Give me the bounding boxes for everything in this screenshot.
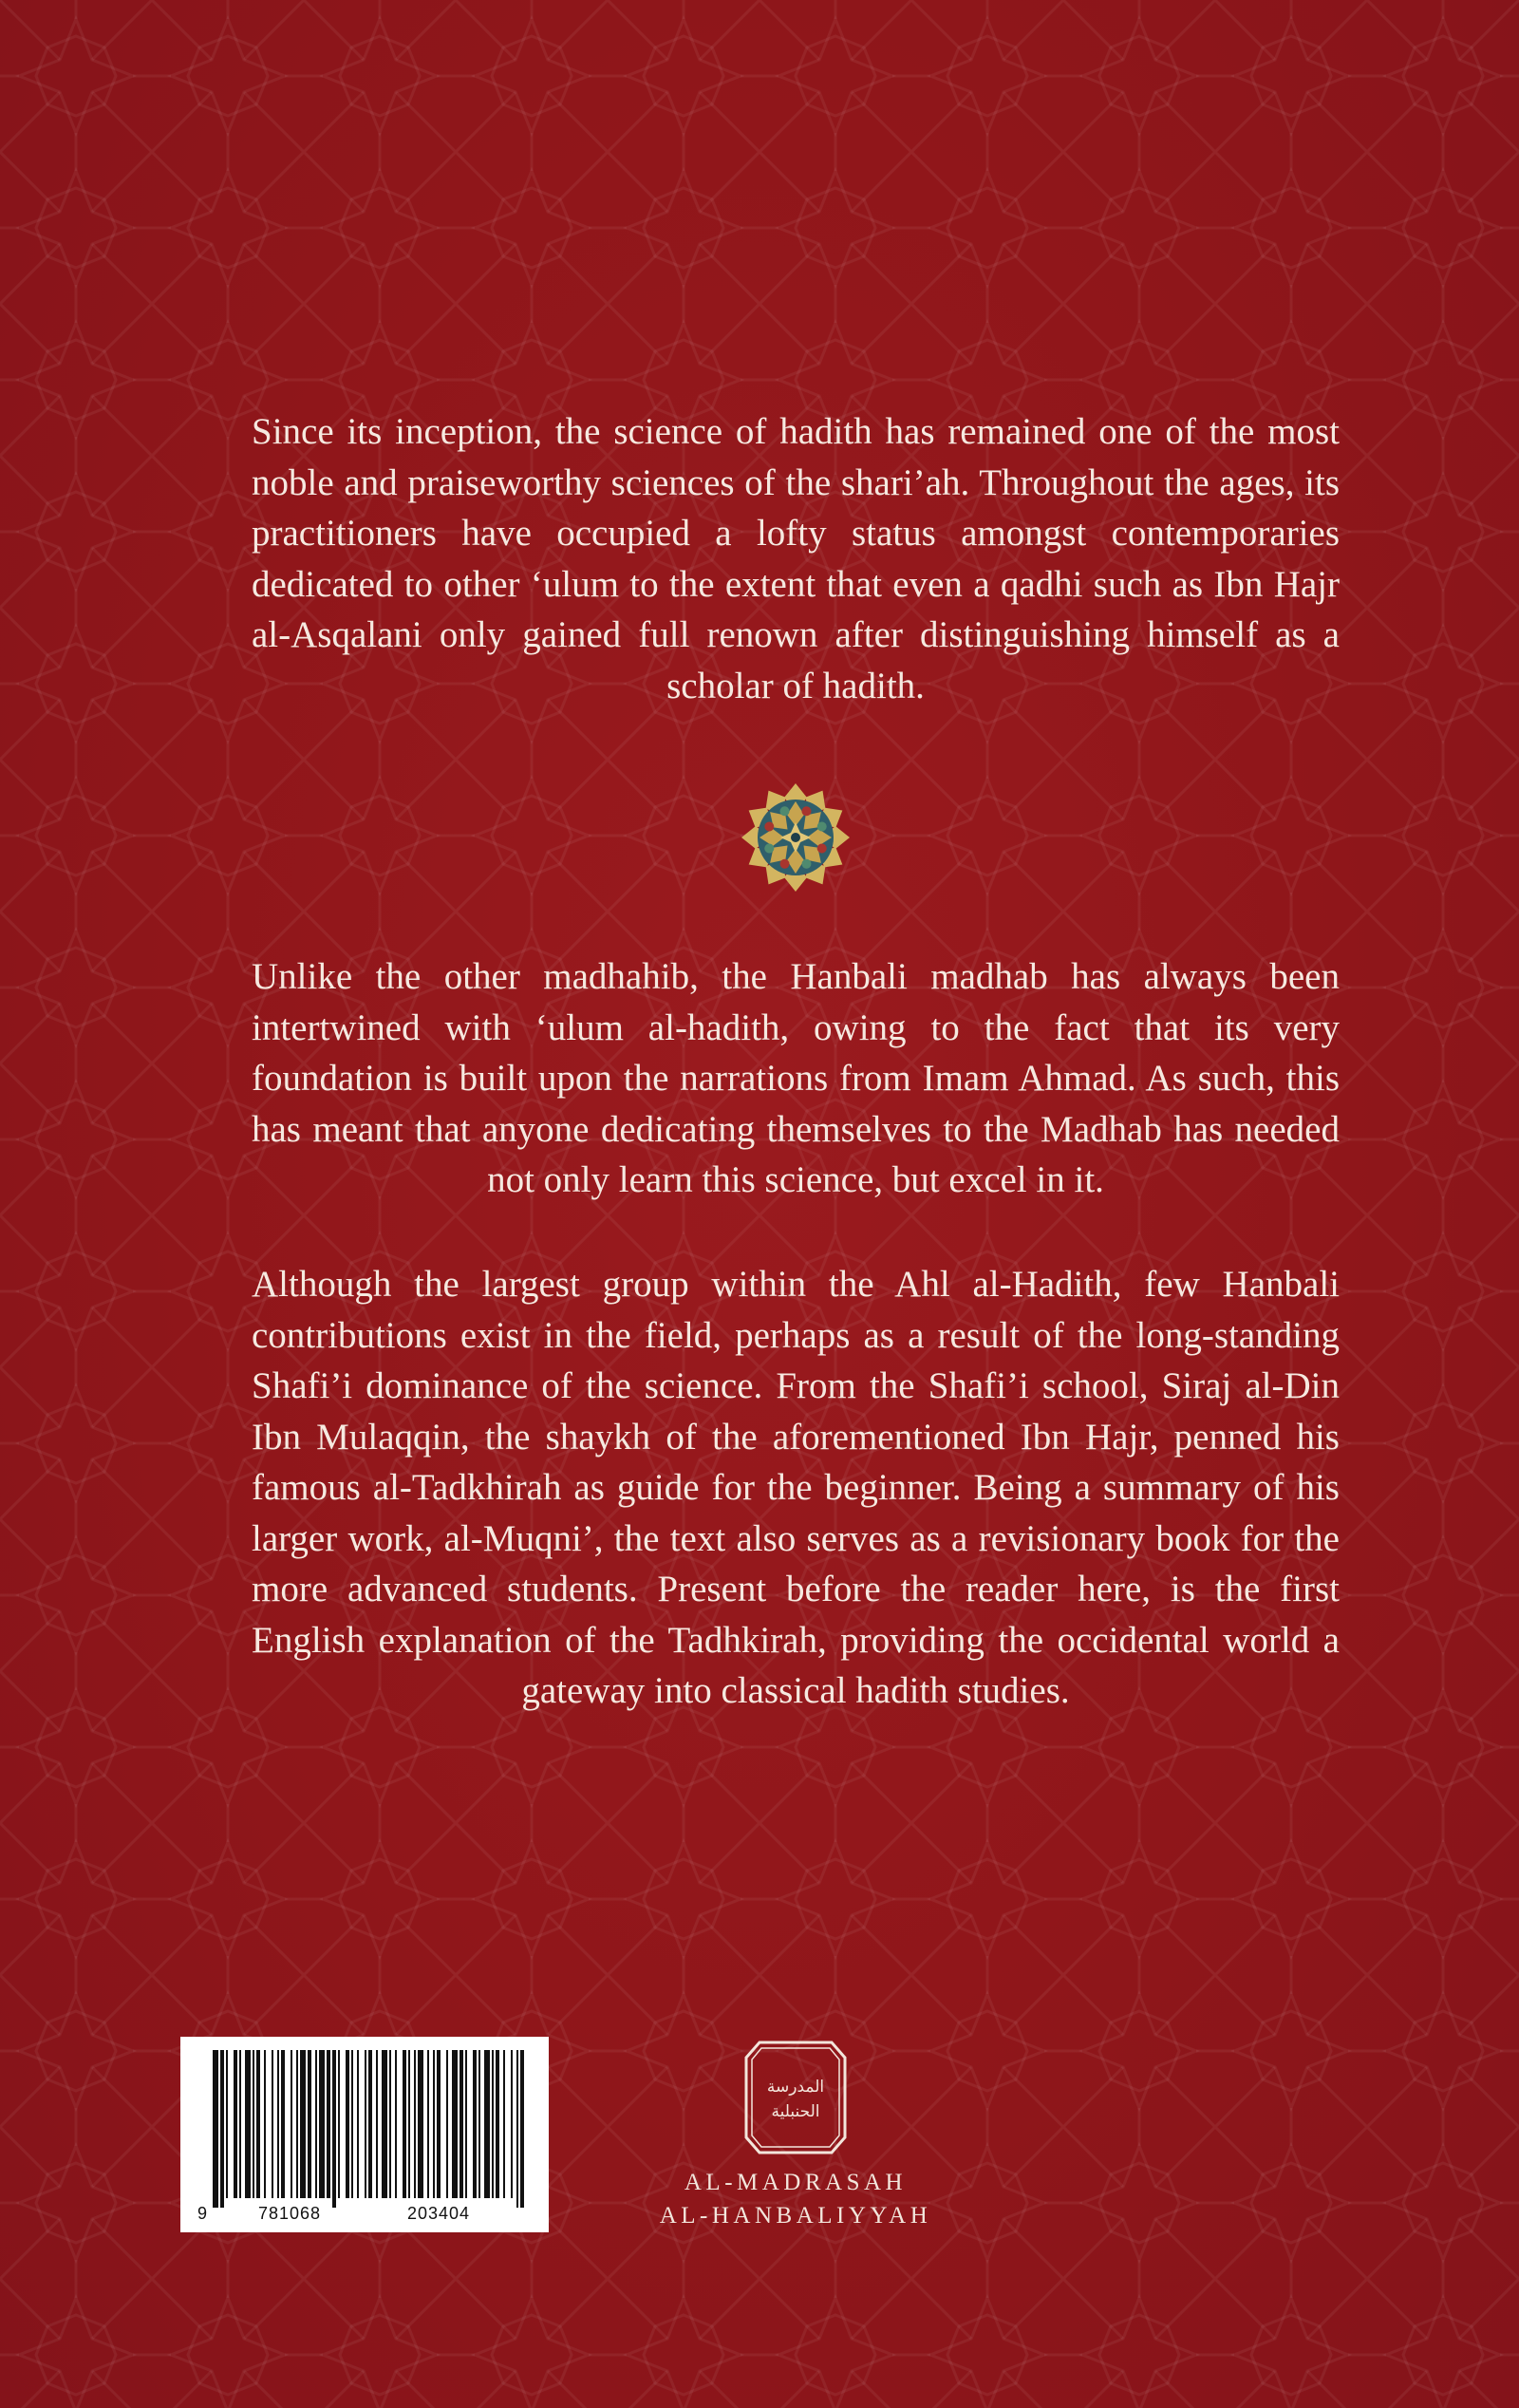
barcode-bar (338, 2050, 340, 2198)
barcode-bar (478, 2050, 480, 2198)
barcode-bar (296, 2050, 298, 2198)
barcode-bar (300, 2050, 306, 2198)
barcode-bar (516, 2050, 518, 2208)
barcode-bar (427, 2050, 429, 2198)
svg-text:الحنبلية: الحنبلية (771, 2102, 820, 2121)
barcode-bar (226, 2050, 228, 2198)
barcode-bar (213, 2050, 218, 2208)
barcode-bar (220, 2050, 224, 2208)
barcode-bar (496, 2050, 499, 2198)
barcode-bar (308, 2050, 311, 2198)
barcode-bar (256, 2050, 260, 2198)
arabic-calligraphy-logo-icon (741, 2037, 851, 2158)
barcode-bar (277, 2050, 279, 2198)
barcode-bar (395, 2050, 397, 2198)
geometric-rosette-icon (739, 781, 853, 894)
barcode-bar (484, 2050, 490, 2198)
barcode-bar (315, 2050, 317, 2198)
blurb-paragraph-1: Since its inception, the science of hadith has remained one of the most noble and praiseworthy sciences of the shari’ah. Throughout the ages, its practitioners have occupied a lofty status amongst contemporaries dedicated to other ‘ulum to the extent that even a qadhi such as Ibn Hajr al-Asqalani only gained full renown after distinguishing himself as a scholar of hadith. (252, 411, 1340, 706)
barcode-digit-group-1: 781068 (258, 2204, 322, 2223)
barcode-bar (418, 2050, 423, 2198)
barcode-bars (180, 2037, 549, 2232)
barcode-bar (446, 2050, 448, 2198)
barcode-bar (253, 2050, 254, 2198)
svg-text:المدرسة: المدرسة (766, 2078, 825, 2097)
barcode-bar (376, 2050, 378, 2198)
publisher-name-line-1: AL-MADRASAH (684, 2170, 908, 2195)
barcode-bar (351, 2050, 353, 2198)
barcode-bar (245, 2050, 251, 2198)
barcode-bar (291, 2050, 292, 2198)
barcode-bar (272, 2050, 273, 2198)
barcode-bar (368, 2050, 372, 2198)
barcode-bar (473, 2050, 477, 2198)
barcode-bar (452, 2050, 458, 2198)
barcode-bar (511, 2050, 513, 2198)
barcode-bar (492, 2050, 494, 2198)
barcode-bar (433, 2050, 435, 2198)
isbn-barcode (180, 2037, 549, 2232)
barcode-lead-digit: 9 (197, 2204, 209, 2223)
publisher-name-line-2: AL-HANBALIYYAH (659, 2203, 932, 2229)
barcode-bar (414, 2050, 416, 2198)
barcode-bar (459, 2050, 463, 2198)
barcode-bar (239, 2050, 241, 2198)
barcode-digit-group-2: 203404 (407, 2204, 471, 2223)
barcode-bar (503, 2050, 505, 2198)
barcode-bar (365, 2050, 366, 2198)
barcode-bar (327, 2050, 330, 2198)
barcode-bar (281, 2050, 285, 2198)
blurb-paragraph-2: Unlike the other madhahib, the Hanbali madhab has always been intertwined with ‘ulum al-hadith, owing to the fact that its very foundation is built upon the narrations from Imam Ahmad. As such, this has meant that anyone dedicating themselves to the Madhab has needed not only learn this science, but excel in it. (252, 956, 1340, 1200)
barcode-bar (389, 2050, 391, 2198)
barcode-bar (357, 2050, 359, 2198)
barcode-bar (408, 2050, 410, 2198)
barcode-bar (264, 2050, 266, 2198)
barcode-bar (346, 2050, 349, 2198)
barcode-bar (319, 2050, 325, 2198)
barcode-bar (437, 2050, 441, 2198)
barcode-bar (465, 2050, 467, 2198)
barcode-bar (332, 2050, 336, 2208)
barcode-bar (382, 2050, 387, 2198)
blurb-paragraph-3: Although the largest group within the Ahl al-Hadith, few Hanbali contributions exist in the field, perhaps as a result of the long-standing Shafi’i dominance of the science. From the Shafi’i school, Siraj al-Din Ibn Mulaqqin, the shaykh of the aforementioned Ibn Hajr, penned his famous al-Tadkhirah as guide for the beginner. Being a summary of his larger work, al-Muqni’, the text also serves as a revisionary book for the more advanced students. Present before the reader here, is the first English explanation of the Tadhkirah, providing the occidental world a gateway into classical hadith studies. (252, 1264, 1340, 1711)
barcode-bar (403, 2050, 406, 2198)
barcode-bar (520, 2050, 524, 2208)
barcode-bar (234, 2050, 237, 2198)
